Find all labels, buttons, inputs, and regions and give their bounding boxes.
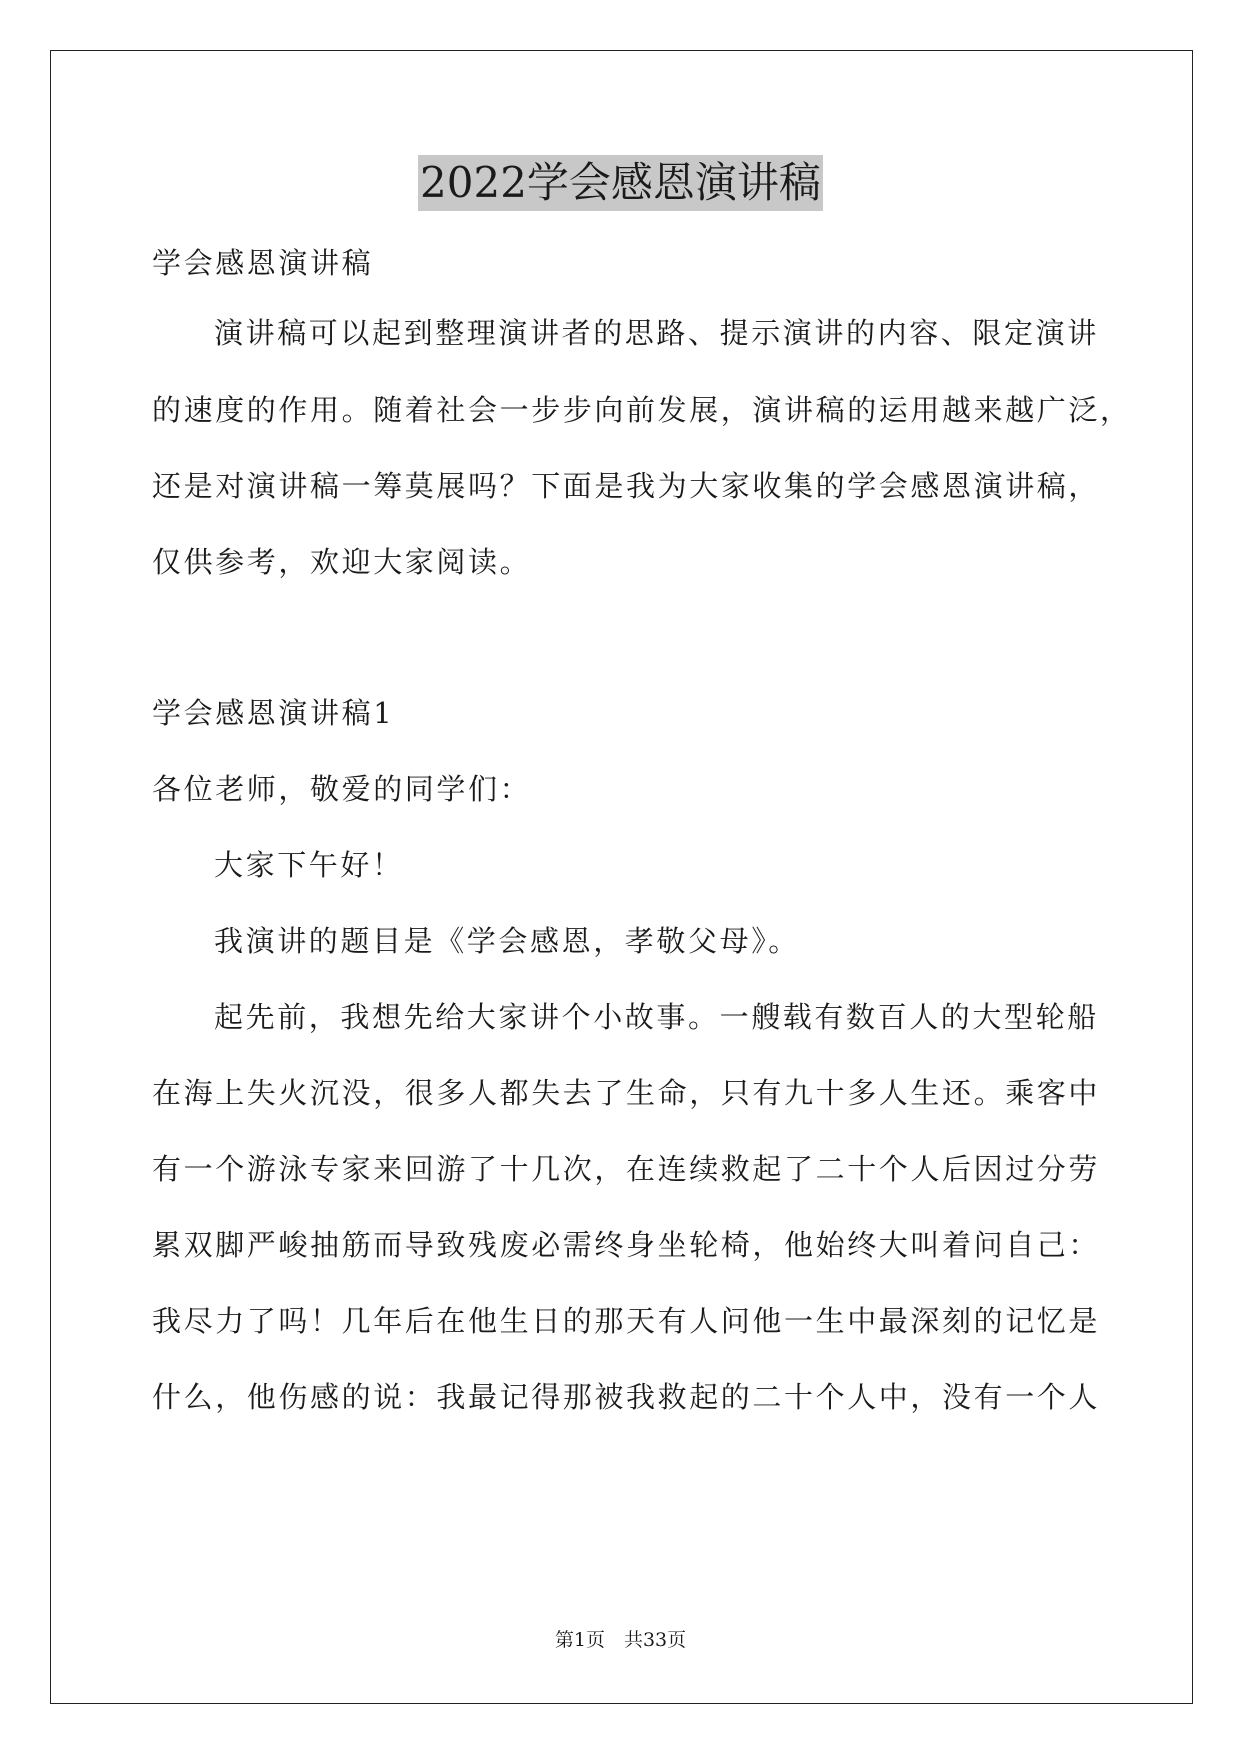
paragraph-line: 还是对演讲稿一筹莫展吗？下面是我为大家收集的学会感恩演讲稿， bbox=[152, 469, 1101, 503]
paragraph-line: 我尽力了吗！几年后在他生日的那天有人问他一生中最深刻的记忆是 bbox=[152, 1304, 1101, 1338]
section-heading: 学会感恩演讲稿1 bbox=[152, 696, 395, 730]
paragraph-line: 在海上失火沉没，很多人都失去了生命，只有九十多人生还。乘客中 bbox=[152, 1076, 1101, 1110]
paragraph-line: 累双脚严峻抽筋而导致残废必需终身坐轮椅，他始终大叫着问自己： bbox=[152, 1228, 1101, 1262]
page-footer: 第1页 共33页 bbox=[554, 1629, 687, 1651]
subtitle-line: 学会感恩演讲稿 bbox=[152, 246, 374, 280]
paragraph-line: 什么，他伤感的说：我最记得那被我救起的二十个人中，没有一个人 bbox=[152, 1380, 1101, 1414]
paragraph-line: 起先前，我想先给大家讲个小故事。一艘载有数百人的大型轮船 bbox=[214, 1000, 1099, 1034]
paragraph-line: 仅供参考，欢迎大家阅读。 bbox=[152, 545, 532, 579]
paragraph-line: 的速度的作用。随着社会一步步向前发展，演讲稿的运用越来越广泛， bbox=[152, 393, 1132, 427]
paragraph-line: 我演讲的题目是《学会感恩，孝敬父母》。 bbox=[214, 924, 800, 958]
document-title-text: 2022学会感恩演讲稿 bbox=[418, 155, 823, 211]
document-title bbox=[0, 155, 1241, 211]
greeting-line: 大家下午好！ bbox=[214, 848, 404, 882]
salutation-line: 各位老师，敬爱的同学们： bbox=[152, 772, 532, 806]
paragraph-line: 演讲稿可以起到整理演讲者的思路、提示演讲的内容、限定演讲 bbox=[214, 316, 1099, 350]
paragraph-line: 有一个游泳专家来回游了十几次，在连续救起了二十个人后因过分劳 bbox=[152, 1152, 1101, 1186]
